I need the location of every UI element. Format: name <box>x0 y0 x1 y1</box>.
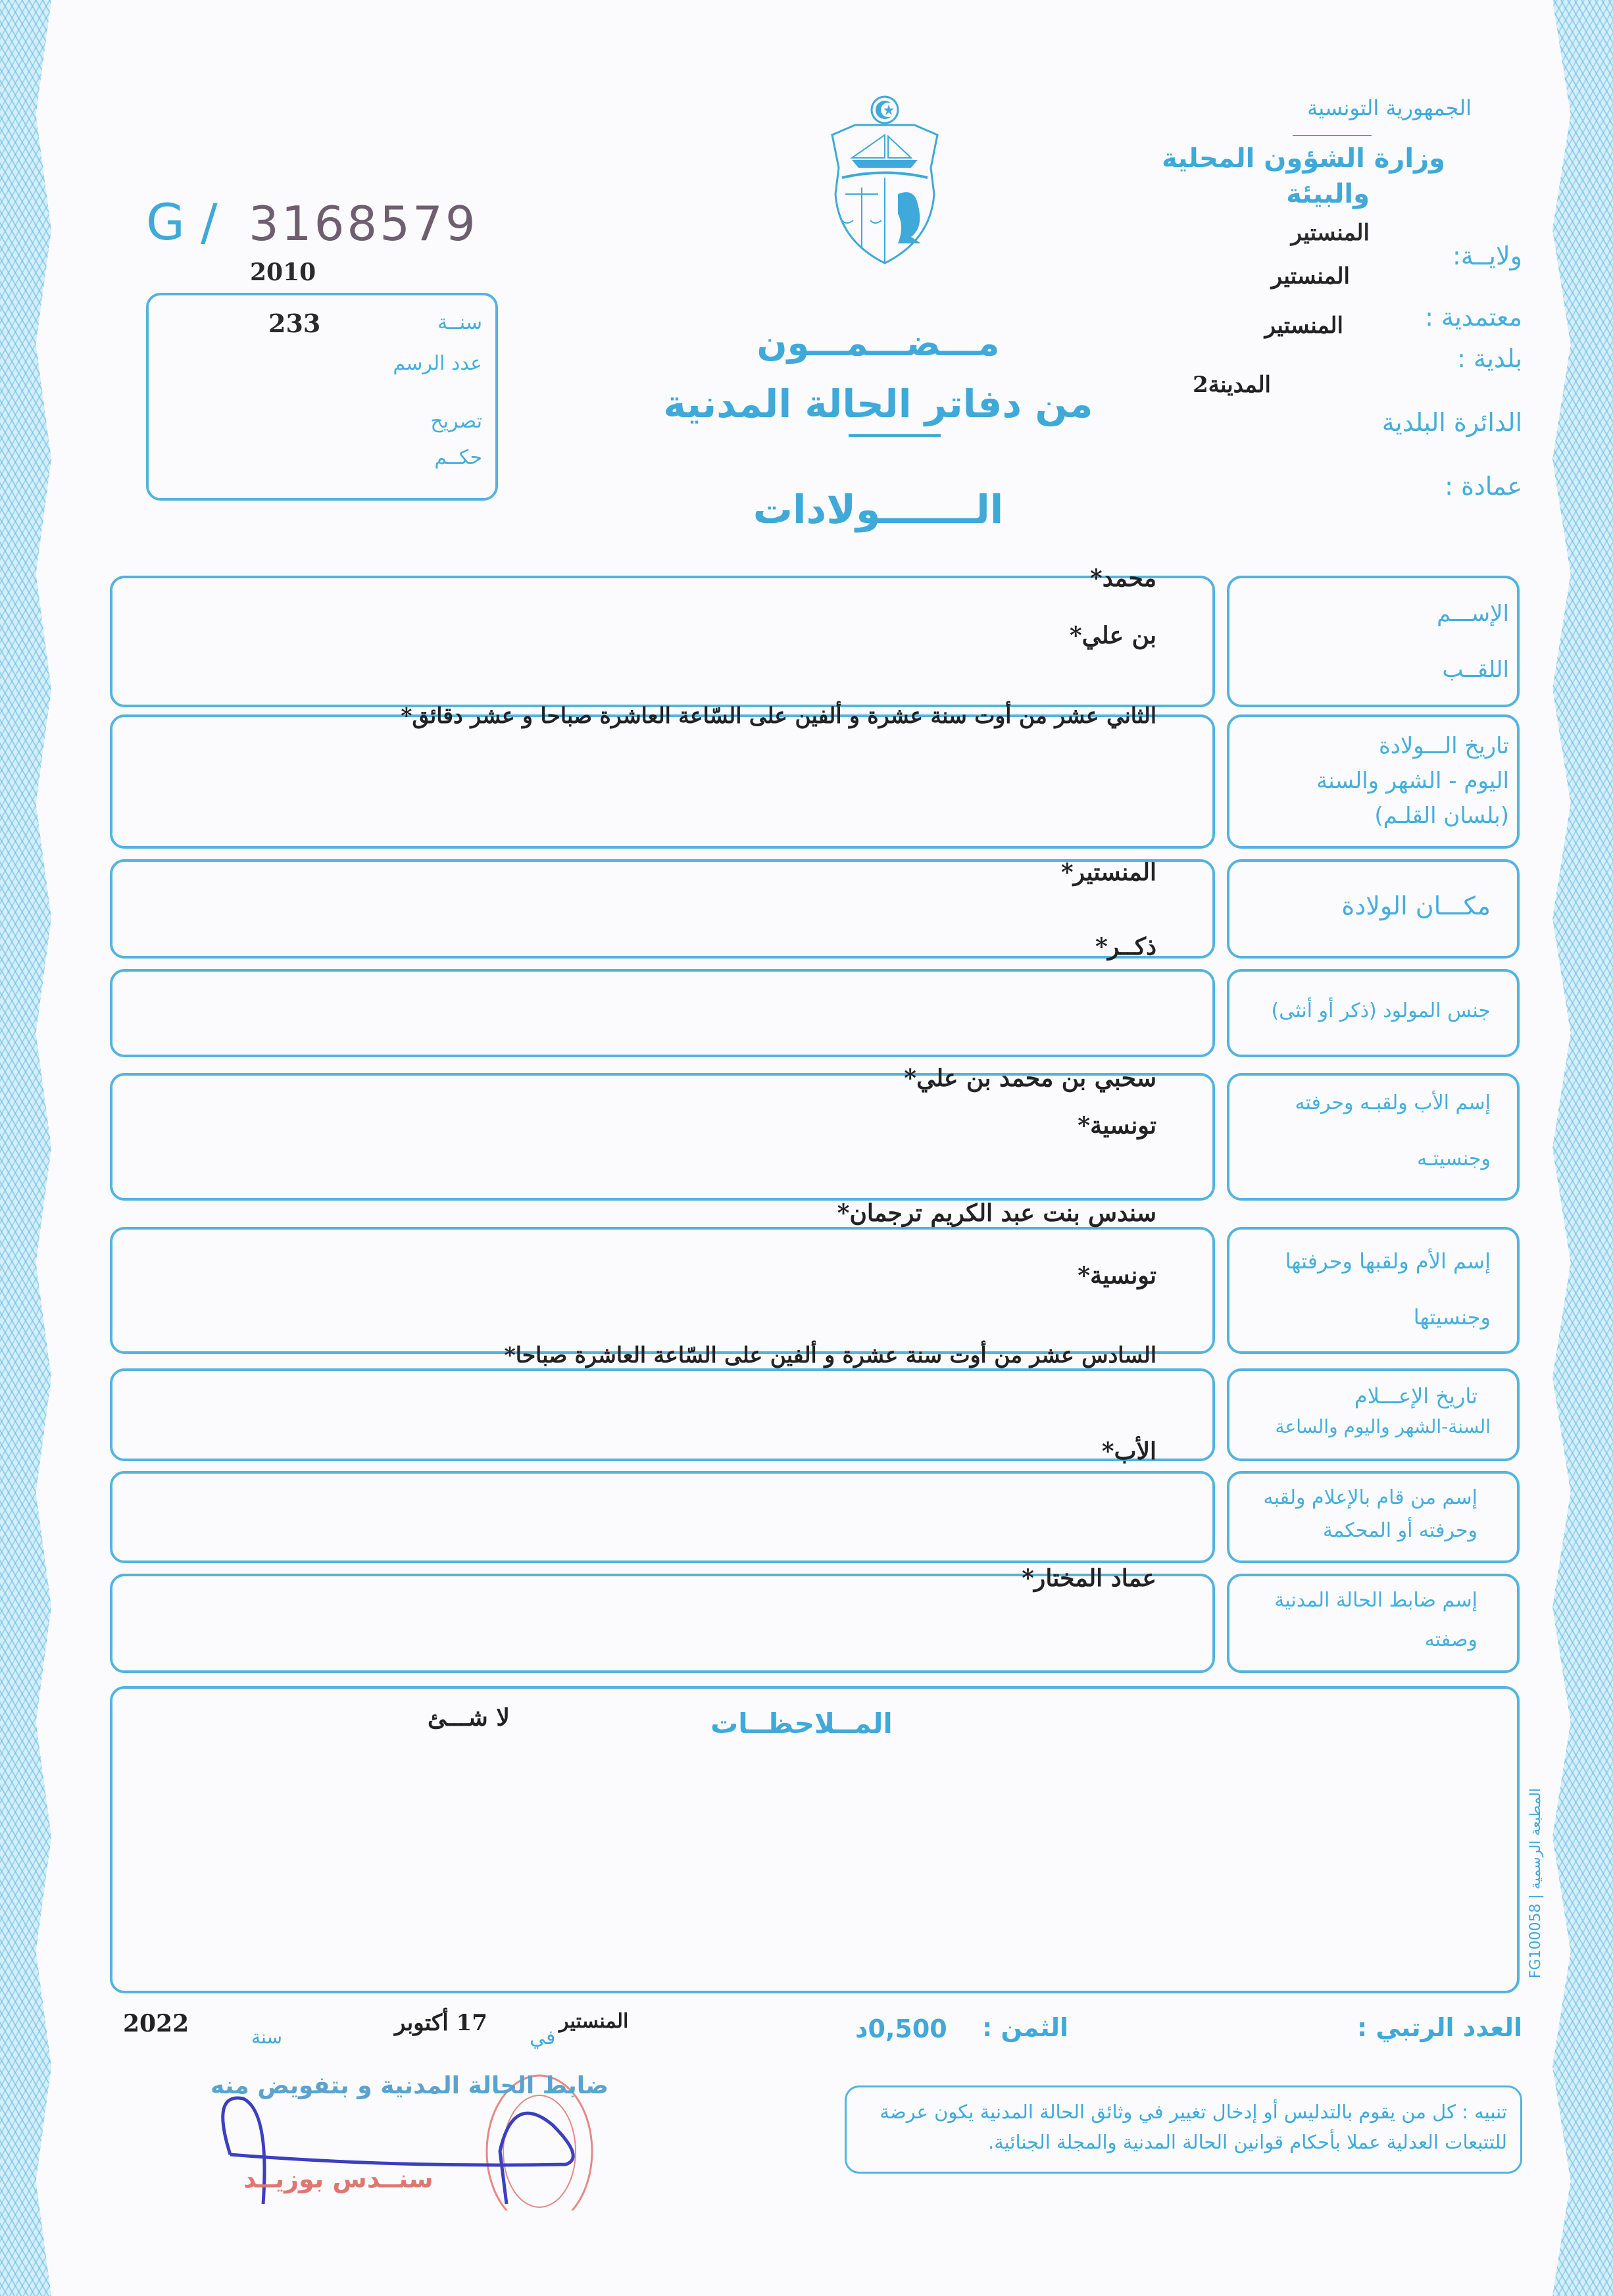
tunisia-coat-of-arms-emblem <box>826 95 944 266</box>
birth-place-value: المنستير* <box>1060 859 1156 886</box>
ministry-label-2: والبيئة <box>1286 179 1370 209</box>
officer-stamp-name: سنــدس بوزيــد <box>243 2164 434 2193</box>
label-mother <box>1227 1227 1520 1354</box>
issue-year-value: 2022 <box>123 2010 189 2037</box>
municipality-value: المدينة2 <box>1193 372 1271 398</box>
serial-prefix: G / <box>146 193 218 251</box>
value-box-birth-date <box>110 714 1215 849</box>
label-birth-date-words: (بلسان القلـم) <box>1374 803 1509 829</box>
record-number-label: عدد الرسم <box>393 352 482 375</box>
year-label: سنــة <box>437 311 482 334</box>
price-label: الثمن : <box>982 2013 1068 2042</box>
judgment-label: حكــم <box>434 446 482 469</box>
label-declaration-date <box>1227 1368 1520 1461</box>
remarks-value: لا شـــئ <box>428 1704 510 1732</box>
declaration-date-value: السادس عشر من أوت سنة عشرة و ألفين على السّاعة العاشرة صباحا* <box>504 1342 1156 1368</box>
sex-value: ذكــر* <box>1095 933 1156 961</box>
label-mother-line2: وجنسيتها <box>1413 1305 1491 1330</box>
label-birth-place-text: مكـــان الولادة <box>1341 891 1491 920</box>
serial-order-label: العدد الرتبي : <box>1356 2013 1522 2042</box>
value-box-declarant <box>110 1471 1215 1563</box>
first-name-value: محمد* <box>1089 564 1156 592</box>
label-birth-place <box>1227 859 1520 959</box>
republic-label: الجمهورية التونسية <box>1307 95 1472 120</box>
issue-date-value: 17 أكتوبر <box>395 2010 487 2036</box>
officer-stamp-title: ضابط الحالة المدنية و بتفويض منه <box>211 2072 609 2099</box>
price-value: 0,500د <box>855 2014 947 2043</box>
delegation-value: المنستير <box>1264 312 1343 339</box>
father-name-value: سحبي بن محمد بن علي* <box>904 1064 1156 1092</box>
governorate-value-top: المنستير <box>1291 220 1370 246</box>
label-birth-date-title: تاريخ الـــولادة <box>1378 733 1509 759</box>
label-first-name: الإســـم <box>1437 601 1509 627</box>
label-father-line2: وجنسيتـه <box>1417 1147 1491 1170</box>
mother-name-value: سندس بنت عبد الكريم ترجمان* <box>837 1199 1156 1227</box>
remarks-label: المــلاحظــات <box>710 1707 893 1739</box>
imada-label: عمادة : <box>1445 472 1522 501</box>
place-prefix: في <box>530 2026 556 2049</box>
title-underline <box>849 434 941 437</box>
governorate-label: ولايــة: <box>1452 241 1522 270</box>
label-father-line1: إسم الأب ولقبـه وحرفته <box>1295 1091 1491 1114</box>
label-sex <box>1227 969 1520 1057</box>
birth-date-value: الثاني عشر من أوت سنة عشرة و ألفين على السّاعة العاشرة صباحا و عشر دقائق* <box>401 703 1156 728</box>
header-divider <box>1293 135 1372 136</box>
issue-year-label: سنة <box>251 2026 282 2048</box>
declarant-value: الأب* <box>1101 1437 1156 1465</box>
label-sex-text: جنس المولود (ذكر أو أنثى) <box>1271 999 1491 1022</box>
father-nationality-value: تونسية* <box>1078 1112 1156 1139</box>
label-mother-line1: إسم الأم ولقبها وحرفتها <box>1285 1249 1491 1274</box>
title-births: الـــــــولادات <box>753 487 1004 533</box>
label-declarant-line2: وحرفته أو المحكمة <box>1322 1519 1477 1542</box>
governorate-value: المنستير <box>1271 263 1350 289</box>
title-summary: مـــضـــمـــون <box>757 322 1000 364</box>
declaration-label: تصريح <box>430 410 482 433</box>
value-box-declaration-date <box>110 1368 1215 1461</box>
title-civil-registers: من دفاتر الحالة المدنية <box>663 382 1093 426</box>
value-box-birth-place <box>110 859 1215 959</box>
label-surname: اللقــب <box>1442 657 1509 683</box>
label-declaration-date-sub: السنة-الشهر واليوم والساعة <box>1275 1416 1491 1437</box>
municipality-label: بلدية : <box>1457 344 1522 373</box>
label-name <box>1227 576 1520 707</box>
label-declarant-line1: إسم من قام بالإعلام ولقبه <box>1263 1486 1477 1509</box>
mother-nationality-value: تونسية* <box>1078 1262 1156 1289</box>
decorative-border-right <box>1552 0 1613 2296</box>
record-box <box>146 293 498 501</box>
record-year-value: 2010 <box>250 259 316 286</box>
serial-number: 3168579 <box>249 196 478 251</box>
label-declaration-date-title: تاريخ الإعـــلام <box>1354 1384 1477 1409</box>
printer-mark: المطبعة الرسمية | FG100058 <box>1527 1787 1545 1979</box>
label-birth-date-sub: اليوم - الشهر والسنة <box>1316 768 1509 794</box>
legal-notice-text: تنبيه : كل من يقوم بالتدليس أو إدخال تغيير في وثائق الحالة المدنية يكون عرضة للتتبعات العدلية عملا بأحكام قوانين الحالة المدنية والمجلة الجنائية. <box>880 2101 1507 2154</box>
surname-value: بن علي* <box>1069 622 1156 649</box>
issue-place-value: المنستير <box>559 2010 629 2033</box>
officer-value: عماد المختار* <box>1022 1564 1156 1592</box>
value-box-mother <box>110 1227 1215 1354</box>
value-box-sex <box>110 969 1215 1057</box>
delegation-label: معتمدية : <box>1425 303 1522 332</box>
legal-notice-box <box>845 2085 1522 2174</box>
record-number-value: 233 <box>268 309 321 338</box>
label-declarant <box>1227 1471 1520 1563</box>
ministry-label: وزارة الشؤون المحلية <box>1162 143 1445 174</box>
label-father <box>1227 1073 1520 1201</box>
value-box-father <box>110 1073 1215 1201</box>
decorative-border-left <box>0 0 51 2296</box>
value-box-name <box>110 576 1215 707</box>
label-officer-line2: وصفته <box>1424 1628 1477 1651</box>
label-officer-line1: إسم ضابط الحالة المدنية <box>1274 1589 1477 1612</box>
label-officer <box>1227 1574 1520 1673</box>
label-birth-date <box>1227 714 1520 849</box>
municipal-district-label: الدائرة البلدية <box>1381 408 1522 437</box>
